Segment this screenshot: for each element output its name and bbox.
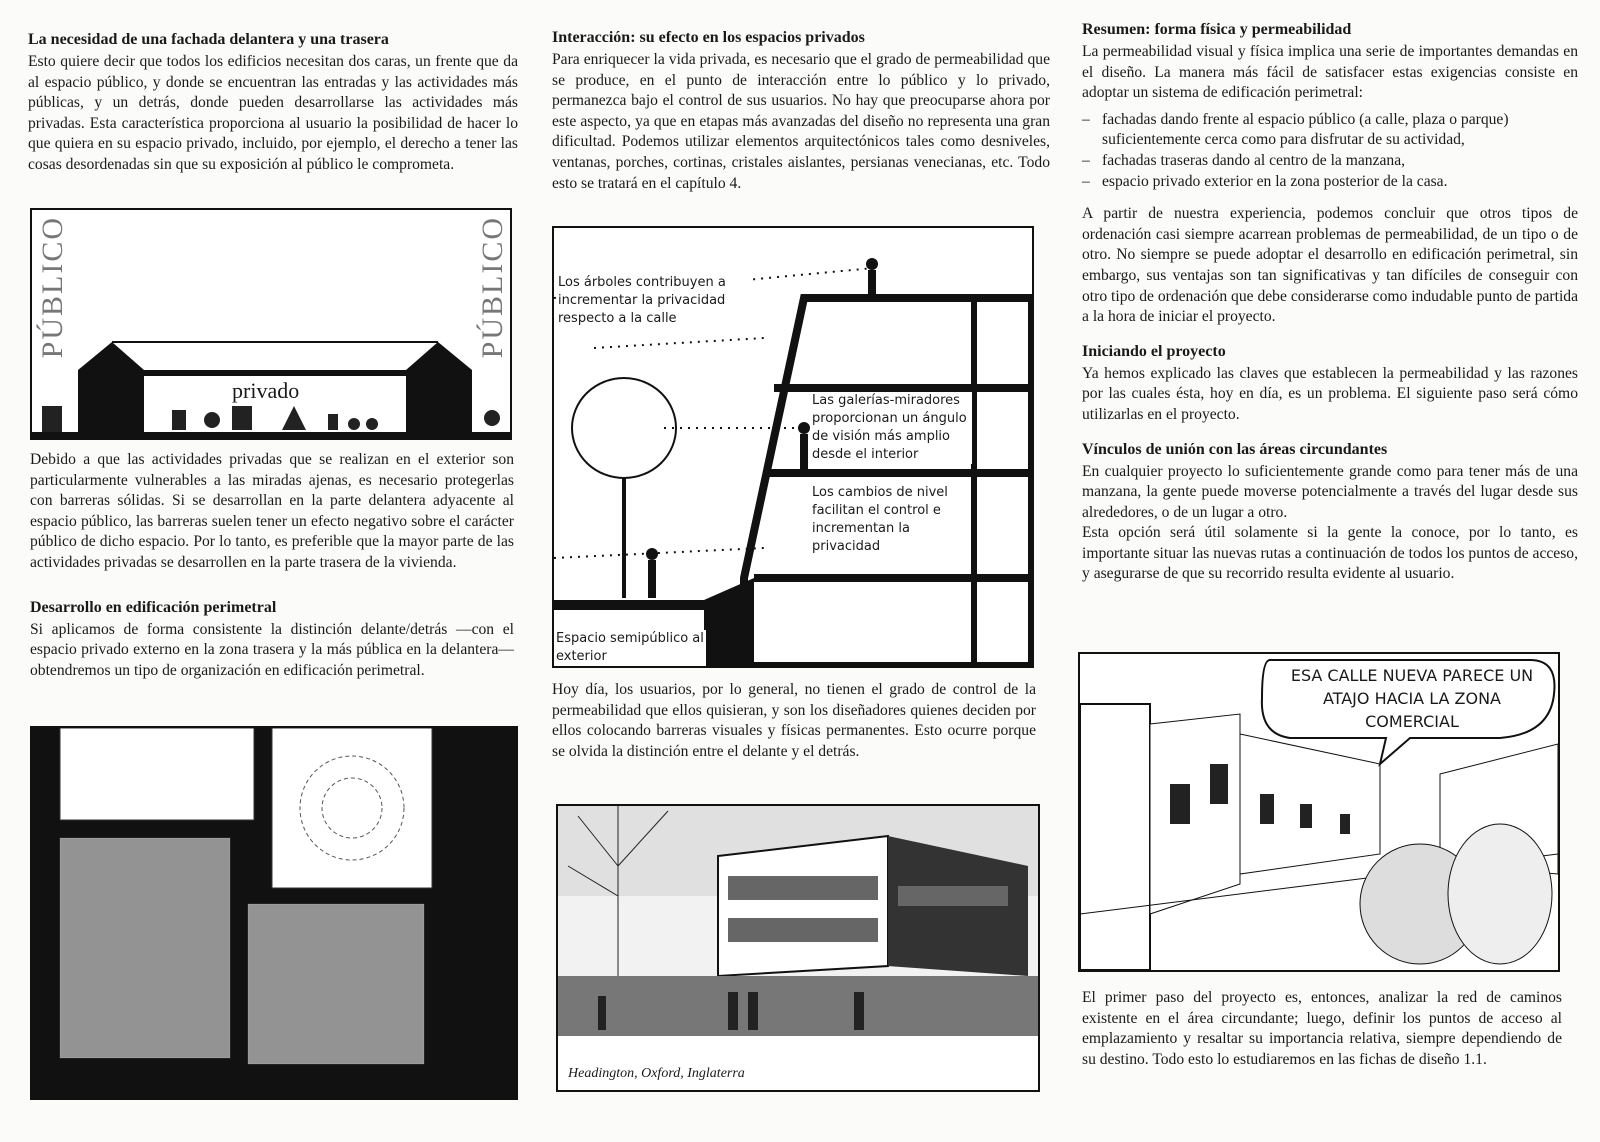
list-item: – espacio privado exterior en la zona posterior de la casa. <box>1082 172 1578 193</box>
figure-street-cartoon <box>1078 652 1560 972</box>
column-left-lower <box>30 450 514 681</box>
column-middle-lower <box>552 680 1036 762</box>
paragraph: Hoy día, los usuarios, por lo general, no tienen el grado de control de la permeabilidad que ellos quisieran, y son los diseñadores quienes deciden por ellos colocando barreras visuales y físicas permanentes. Esto ocurre porque se olvida la distinción entre el delante y el detrás. <box>552 681 1036 760</box>
column-middle <box>552 28 1050 194</box>
paragraph: Ya hemos explicado las claves que establecen la permeabilidad y las razones por las cuales ésta, hoy en día, es un problema. El siguiente paso será cómo utilizarlas en el proyecto. <box>1082 364 1578 423</box>
list-item: – fachadas dando frente al espacio público (a calle, plaza o parque) suficientemente cerca como para disfrutar de su actividad, <box>1082 110 1578 151</box>
heading-perimeter: Desarrollo en edificación perimetral <box>30 598 277 616</box>
column-right-lower <box>1082 988 1562 1070</box>
paragraph: Debido a que las actividades privadas que se realizan en el exterior son particularmente vulnerables a las miradas ajenas, es necesario protegerlas con barreras sólidas. Si se desarrollan en la parte delantera adyacente al espacio público, las barreras suelen tener un efecto negativo sobre el carácter público de dicho espacio. Por lo tanto, es preferible que la mayor parte de las actividades privadas se desarrollen en la parte trasera de la vivienda. <box>30 451 514 571</box>
label-semipublic: Espacio semipúblico al exterior <box>556 630 706 666</box>
column-left <box>28 30 518 176</box>
heading-summary: Resumen: forma física y permeabilidad <box>1082 21 1352 38</box>
paragraph: El primer paso del proyecto es, entonces, analizar la red de caminos existente en el área circundante; luego, definir los puntos de acceso al emplazamiento y resaltar su importancia relativa, siempre dependiendo de su destino. Todo esto lo estudiaremos en las fichas de diseño 1.1. <box>1082 989 1562 1068</box>
figure-public-private-section <box>30 208 512 440</box>
heading-front-back: La necesidad de una fachada delantera y una trasera <box>28 31 389 48</box>
label-level-changes: Los cambios de nivel facilitan el control e incrementan la privacidad <box>812 484 962 556</box>
speech-bubble: ESA CALLE NUEVA PARECE UN ATAJO HACIA LA ZONA COMERCIAL <box>1290 666 1534 731</box>
label-trees: Los árboles contribuyen a incrementar la privacidad respecto a la calle <box>558 274 748 328</box>
paragraph: Para enriquecer la vida privada, es necesario que el grado de permeabilidad que se produce, en el punto de interacción entre lo público y lo privado, permanezca bajo el control de sus usuarios. No hay que preocuparse ahora por este aspecto, ya que en etapas más avanzadas del diseño no representa una gran dificultad. Podemos utilizar elementos arquitectónicos tales como desniveles, ventanas, porches, cortinas, cristales aislantes, persianas venecianas, etc. Todo esto se tratará en el capítulo 4. <box>552 51 1050 192</box>
label-public-left: PÚBLICO <box>36 216 69 359</box>
label-private: privado <box>228 378 303 404</box>
figure-section-privacy <box>552 226 1034 668</box>
heading-interaction: Interacción: su efecto en los espacios privados <box>552 29 865 46</box>
site-plan-drawing <box>32 728 516 1098</box>
heading-starting-project: Iniciando el proyecto <box>1082 342 1226 360</box>
column-right <box>1082 20 1578 585</box>
paragraph: Si aplicamos de forma consistente la distinción delante/detrás —con el espacio privado externo en la zona trasera y la más pública en la delantera— obtendremos un tipo de organización en edificación perimetral. <box>30 620 514 679</box>
figure-site-plan <box>30 726 518 1100</box>
label-public-right: PÚBLICO <box>476 216 509 359</box>
paragraph: A partir de nuestra experiencia, podemos concluir que otros tipos de ordenación casi siempre acarrean problemas de permeabilidad, de un tipo o de otro. No siempre se puede adoptar el desarrollo en edificación perimetral, sin embargo, sus ventajas son tan significativas y tan difíciles de conseguir con otro tipo de ordenación que debe considerarse como indudable punto de partida a la hora de iniciar el proyecto. <box>1082 205 1578 326</box>
bullet-list <box>1082 110 1578 192</box>
figure-photo-headington <box>556 804 1040 1092</box>
paragraph: En cualquier proyecto lo suficientemente grande como para tener más de una manzana, la gente puede moverse potencialmente a través del lugar desde sus alrededores, o de un lugar a otro. <box>1082 462 1578 521</box>
list-item: – fachadas traseras dando al centro de la manzana, <box>1082 151 1578 172</box>
photo-caption: Headington, Oxford, Inglaterra <box>564 1064 749 1084</box>
paragraph: La permeabilidad visual y física implica una serie de importantes demandas en el diseño. La manera más fácil de satisfacer estas exigencias consiste en adoptar un sistema de edificación perimetral: <box>1082 43 1578 102</box>
street-photo-drawing <box>558 806 1038 1090</box>
label-galleries: Las galerías-miradores proporcionan un ángulo de visión más amplio desde el interior <box>812 392 972 464</box>
paragraph: Esto quiere decir que todos los edificios necesitan dos caras, un frente que da al espacio público, y donde se encuentran las entradas y las actividades más públicas, y un detrás, donde pueden desarrollarse las actividades más privadas. Esta característica proporciona al usuario la posibilidad de hacer lo que quiera en su espacio privado, incluido, por ejemplo, el derecho a tener las cosas desordenadas sin que su exposición al público le comprometa. <box>28 53 518 173</box>
heading-links: Vínculos de unión con las áreas circundantes <box>1082 440 1388 458</box>
paragraph: Esta opción será útil solamente si la gente la conoce, por lo tanto, es importante situar las nuevas rutas a continuación de todos los puntos de acceso, y asegurarse de que su recorrido resulta evidente al usuario. <box>1082 524 1578 583</box>
